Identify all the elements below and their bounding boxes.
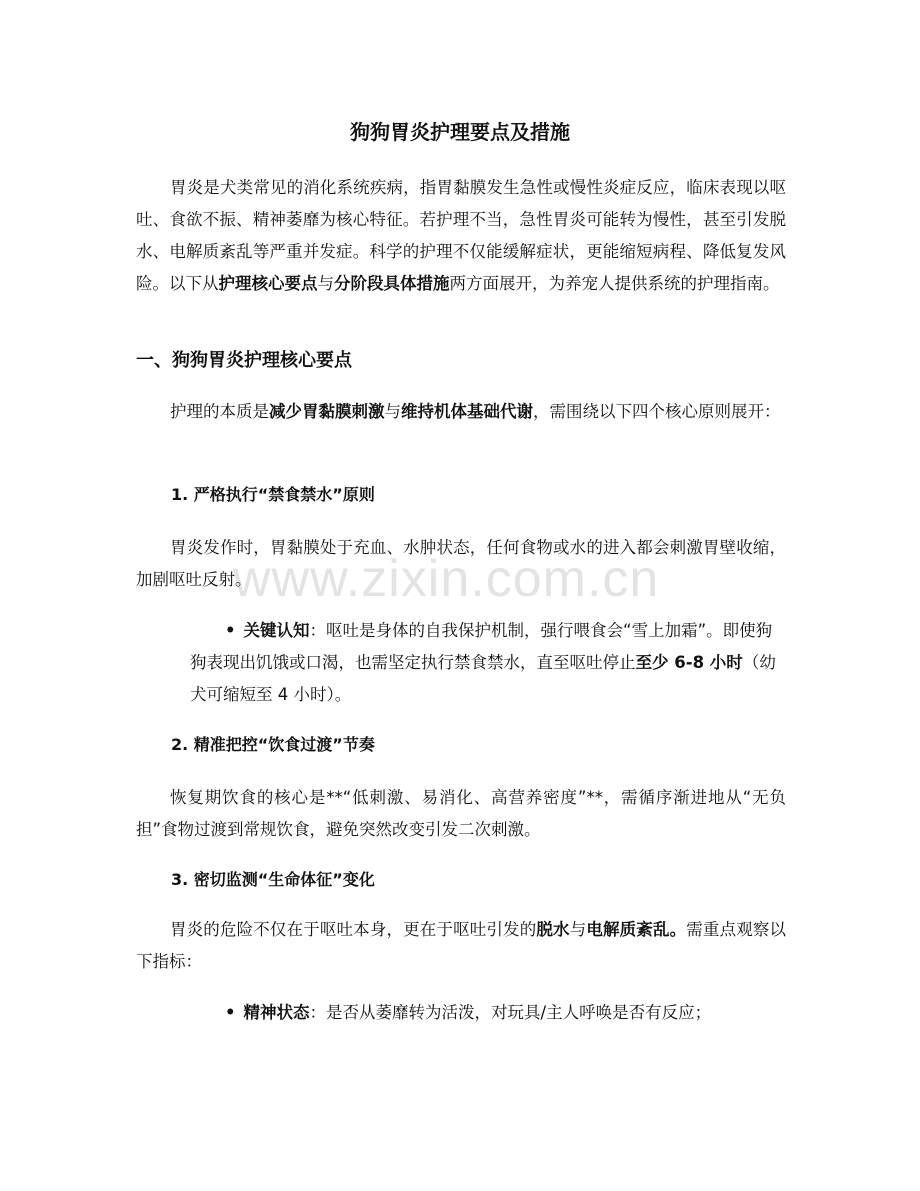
lead-text-3: ，需围绕以下四个核心原则展开： — [533, 402, 781, 421]
bullet-dot: • — [225, 621, 236, 640]
section1-lead-paragraph — [136, 396, 786, 428]
intro-text-2: 与 — [317, 274, 334, 293]
point2-paragraph: 恢复期饮食的核心是**“低刺激、易消化、高营养密度”**，需循序渐进地从“无负担”食物过渡到常规饮食，避免突然改变引发二次刺激。 — [136, 788, 786, 839]
watermark: www.zixin.com.cn — [233, 550, 660, 608]
bullet-bold-1: 关键认知 — [243, 621, 310, 640]
lead-text-2: 与 — [384, 402, 401, 421]
p3-text-1: 胃炎的危险不仅在于呕吐本身，更在于呕吐引发的 — [170, 920, 537, 939]
intro-text-1: 胃炎是犬类常见的消化系统疾病，指胃黏膜发生急性或慢性炎症反应，临床表现以呕吐、食欲不振、精神萎靡为核心特征。若护理不当，急性胃炎可能转为慢性，甚至引发脱水、电解质紊乱等严重并发症。科学的护理不仅能缓解症状，更能缩短病程、降低复发风险。以下从 — [136, 178, 786, 293]
lead-bold-2: 维持机体基础代谢 — [401, 402, 533, 421]
p3-bold-1: 脱水 — [536, 920, 570, 939]
intro-bold-stage-measures: 分阶段具体措施 — [334, 274, 450, 293]
point3-bullet-item — [190, 997, 786, 1029]
page-title: 狗狗胃炎护理要点及措施 — [350, 120, 570, 144]
point-heading-3: 3. 密切监测“生命体征”变化 — [171, 870, 375, 889]
point1-paragraph: 胃炎发作时，胃黏膜处于充血、水肿状态，任何食物或水的进入都会刺激胃壁收缩，加剧呕吐反射。 — [136, 538, 786, 589]
section-heading-1: 一、狗狗胃炎护理核心要点 — [136, 350, 352, 371]
p3-text-3: 需重点观察以下指标： — [136, 920, 787, 971]
intro-text-3: 两方面展开，为养宠人提供系统的护理指南。 — [449, 274, 780, 293]
point-heading-2: 2. 精准把控“饮食过渡”节奏 — [171, 735, 375, 754]
bullet-text-1: ：呕吐是身体的自我保护机制，强行喂食会“雪上加霜”。即使狗狗表现出饥饿或口渴，也需坚定执行禁食禁水，直至呕吐停止 — [190, 621, 773, 672]
bullet-bold-mental: 精神状态 — [243, 1003, 310, 1022]
point1-bullet-item — [190, 615, 786, 711]
lead-bold-1: 减少胃黏膜刺激 — [269, 402, 385, 421]
bullet-dot: • — [225, 1003, 236, 1022]
p3-text-2: 与 — [569, 920, 587, 939]
point-heading-1: 1. 严格执行“禁食禁水”原则 — [171, 485, 375, 504]
lead-text-1: 护理的本质是 — [170, 402, 269, 421]
bullet-text-mental: ：是否从萎靡转为活泼，对玩具/主人呼唤是否有反应； — [309, 1003, 712, 1022]
intro-bold-core-points: 护理核心要点 — [218, 274, 318, 293]
intro-paragraph — [136, 172, 786, 300]
bullet-bold-2: 至少 6-8 小时 — [635, 653, 743, 672]
p3-bold-2: 电解质紊乱。 — [586, 920, 687, 939]
bullet-text-2: （幼犬可缩短至 4 小时）。 — [190, 653, 776, 704]
point3-paragraph — [136, 914, 786, 978]
